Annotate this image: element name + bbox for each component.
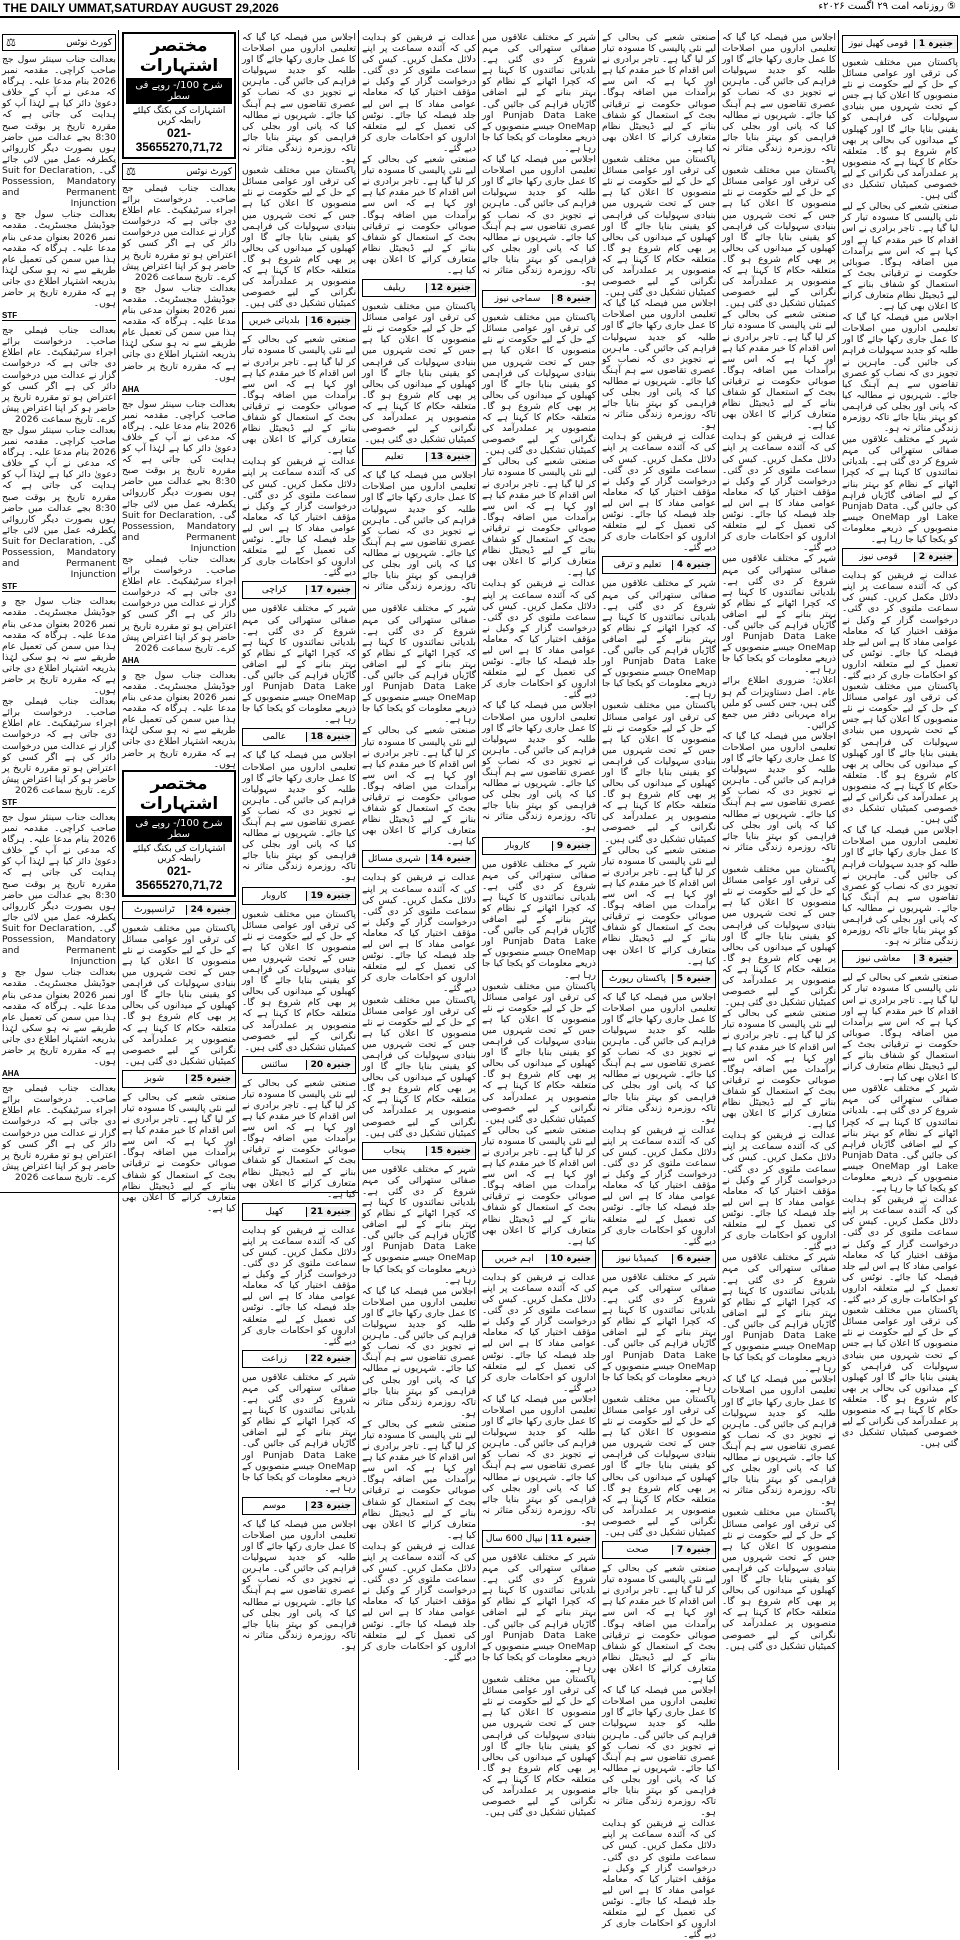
article-text: عدالت نے فریقین کو ہدایت کی کہ آئندہ سماعت پر اپنے دلائل مکمل کریں۔ کیس کی سماعت ملتوی کر دی گئی۔ درخواست گزار کے وکیل نے مؤقف اختیار کیا کہ معاملہ عوامی مفاد کا ہے اس لیے جلد فیصلہ کیا جائے۔ نوٹس کی تعمیل کے لیے متعلقہ اداروں کو احکامات جاری کر دیے گئے۔ (602, 1124, 716, 1247)
column-rule (598, 30, 599, 1770)
article-text: پاکستان میں مختلف شعبوں کی ترقی اور عوامی مسائل کے حل کے لیے حکومت نے نئے منصوبوں کا اعلان کیا ہے جس کے تحت شہروں میں بنیادی سہولیات کی فراہمی کو یقینی بنایا جائے گا اور کھیلوں کے میدانوں کی بحالی پر بھی کام شروع ہو گا۔ متعلقہ حکام کا کہنا ہے کہ منصوبوں پر عملدرآمد کی نگرانی کے لیے خصوصی کمیٹیاں تشکیل دی گئی ہیں۔ (842, 681, 958, 826)
article-text: عدالت نے فریقین کو ہدایت کی کہ آئندہ سماعت پر اپنے دلائل مکمل کریں۔ کیس کی سماعت ملتوی کر دی گئی۔ درخواست گزار کے وکیل نے مؤقف اختیار کیا کہ معاملہ عوامی مفاد کا ہے اس لیے جلد فیصلہ کیا جائے۔ نوٹس کی تعمیل کے لیے متعلقہ اداروں کو احکامات جاری کر دیے گئے۔ (242, 456, 356, 579)
section-number: جنیرہ 4 (672, 560, 715, 570)
article-text: صنعتی شعبے کی بحالی کے لیے نئی پالیسی کا مسودہ تیار کر لیا گیا ہے۔ تاجر برادری نے اس اقدام کا خیر مقدم کیا ہے اور کہا ہے کہ اس سے برآمدات میں اضافہ ہوگا۔ صوبائی حکومت نے ترقیاتی بجٹ کے استعمال کو شفاف بنانے کے لیے ڈیجیٹل نظام متعارف کرانے کا اعلان بھی کیا ہے۔ (362, 154, 476, 276)
section-header (242, 1056, 356, 1074)
article-text: اجلاس میں فیصلہ کیا گیا کہ تعلیمی اداروں میں اصلاحات کا عمل جاری رکھا جائے گا اور طلبہ کو جدید سہولیات فراہم کی جائیں گی۔ ماہرین نے تجویز دی کہ نصاب کو عصری تقاضوں سے ہم آہنگ کیا جائے۔ شہریوں نے مطالبہ کیا کہ پانی اور بجلی کی فراہمی کو بہتر بنایا جائے تاکہ روزمرہ زندگی متاثر نہ ہو۔ (602, 1685, 716, 1819)
article-text: اجلاس میں فیصلہ کیا گیا کہ تعلیمی اداروں میں اصلاحات کا عمل جاری رکھا جائے گا اور طلبہ کو جدید سہولیات فراہم کی جائیں گی۔ ماہرین نے تجویز دی کہ نصاب کو عصری تقاضوں سے ہم آہنگ کیا جائے۔ شہریوں نے مطالبہ کیا کہ پانی اور بجلی کی فراہمی کو بہتر بنایا جائے تاکہ روزمرہ زندگی متاثر نہ ہو۔ (482, 154, 596, 288)
notice-code: STF (2, 311, 116, 321)
classified-ads-note: اشتہارات کی بکنگ کیلئے رابطہ کریں (132, 843, 226, 864)
article-text: عدالت نے فریقین کو ہدایت کی کہ آئندہ سماعت پر اپنے دلائل مکمل کریں۔ کیس کی سماعت ملتوی کر دی گئی۔ درخواست گزار کے وکیل نے مؤقف اختیار کیا کہ معاملہ عوامی مفاد کا ہے اس لیے جلد فیصلہ کیا جائے۔ نوٹس کی تعمیل کے لیے متعلقہ اداروں کو احکامات جاری کر دیے گئے۔ (722, 1130, 836, 1253)
notice-code: AHA (122, 656, 236, 666)
section-number: جنیرہ 11 (546, 1534, 595, 1544)
section-number: جنیرہ 1 (914, 39, 957, 49)
article-text: صنعتی شعبے کی بحالی کے لیے نئی پالیسی کا مسودہ تیار کر لیا گیا ہے۔ تاجر برادری نے اس اقدام کا خیر مقدم کیا ہے اور کہا ہے کہ اس سے برآمدات میں اضافہ ہوگا۔ صوبائی حکومت نے ترقیاتی بجٹ کے استعمال کو شفاف بنانے کے لیے ڈیجیٹل نظام متعارف کرانے کا اعلان بھی کیا ہے۔ (482, 1124, 596, 1247)
article-text: اجلاس میں فیصلہ کیا گیا کہ تعلیمی اداروں میں اصلاحات کا عمل جاری رکھا جائے گا اور طلبہ کو جدید سہولیات فراہم کی جائیں گی۔ ماہرین نے تجویز دی کہ نصاب کو عصری تقاضوں سے ہم آہنگ کیا جائے۔ شہریوں نے مطالبہ کیا کہ پانی اور بجلی کی فراہمی کو بہتر بنایا جائے تاکہ روزمرہ زندگی متاثر نہ ہو۔ (722, 1374, 836, 1508)
article-text: شہر کے مختلف علاقوں میں صفائی ستھرائی کی مہم شروع کر دی گئی ہے۔ بلدیاتی نمائندوں کا کہنا ہے کہ کچرا اٹھانے کے نظام کو بہتر بنانے کے لیے اضافی گاڑیاں فراہم کی جائیں گی۔ Punjab Data Lake اور OneMap جیسے منصوبوں کے ذریعے معلومات کو یکجا کیا جا رہا ہے۔ (482, 858, 596, 981)
section-number: جنیرہ 17 (306, 585, 355, 595)
classified-ads-phone: 021-35655270,71,72 (135, 126, 223, 154)
masthead (0, 0, 960, 18)
section-number: جنیرہ 10 (546, 1254, 595, 1264)
section-number: جنیرہ 7 (672, 1545, 715, 1555)
section-header (482, 1530, 596, 1548)
section-number: جنیرہ 2 (914, 552, 957, 562)
article-text: عدالت نے فریقین کو ہدایت کی کہ آئندہ سماعت پر اپنے دلائل مکمل کریں۔ کیس کی سماعت ملتوی کر دی گئی۔ درخواست گزار کے وکیل نے مؤقف اختیار کیا کہ معاملہ عوامی مفاد کا ہے اس لیے جلد فیصلہ کیا جائے۔ نوٹس کی تعمیل کے لیے متعلقہ اداروں کو احکامات جاری کر دیے گئے۔ (362, 32, 476, 154)
article-text: صنعتی شعبے کی بحالی کے لیے نئی پالیسی کا مسودہ تیار کر لیا گیا ہے۔ تاجر برادری نے اس اقدام کا خیر مقدم کیا ہے اور کہا ہے کہ اس سے برآمدات میں اضافہ ہوگا۔ صوبائی حکومت نے ترقیاتی بجٹ کے استعمال کو شفاف بنانے کے لیے ڈیجیٹل نظام متعارف کرانے کا اعلان بھی کیا ہے۔ (122, 1091, 236, 1214)
column-2 (122, 32, 236, 1767)
section-number: جنیرہ 18 (306, 732, 355, 742)
article-text: صنعتی شعبے کی بحالی کے لیے نئی پالیسی کا مسودہ تیار کر لیا گیا ہے۔ تاجر برادری نے اس اقدام کا خیر مقدم کیا ہے اور کہا ہے کہ اس سے برآمدات میں اضافہ ہوگا۔ صوبائی حکومت نے ترقیاتی بجٹ کے استعمال کو شفاف بنانے کے لیے ڈیجیٹل نظام متعارف کرانے کا اعلان بھی کیا ہے۔ (482, 456, 596, 579)
article-text: صنعتی شعبے کی بحالی کے لیے نئی پالیسی کا مسودہ تیار کر لیا گیا ہے۔ تاجر برادری نے اس اقدام کا خیر مقدم کیا ہے اور کہا ہے کہ اس سے برآمدات میں اضافہ ہوگا۔ صوبائی حکومت نے ترقیاتی بجٹ کے استعمال کو شفاف بنانے کے لیے ڈیجیٹل نظام متعارف کرانے کا اعلان بھی کیا ہے۔ (362, 1418, 476, 1541)
article-text: پاکستان میں مختلف شعبوں کی ترقی اور عوامی مسائل کے حل کے لیے حکومت نے نئے منصوبوں کا اعلان کیا ہے جس کے تحت شہروں میں بنیادی سہولیات کی فراہمی کو یقینی بنایا جائے گا اور کھیلوں کے میدانوں کی بحالی پر بھی کام شروع ہو گا۔ متعلقہ حکام کا کہنا ہے کہ منصوبوں پر عملدرآمد کی نگرانی کے لیے خصوصی کمیٹیاں تشکیل دی گئی ہیں۔ (602, 700, 716, 845)
article-text: اعلان: ضروری اطلاع برائے عام۔ اصل دستاویزات گم ہو گئی ہیں، جس کسی کو ملیں براہ مہربانی دفتر میں جمع کرائیں۔ (722, 675, 836, 731)
notice-code: STF (2, 582, 116, 592)
section-number: جنیرہ 5 (672, 974, 715, 984)
section-header (482, 837, 596, 855)
court-notice-text: بعدالت جناب سینئر سول جج صاحب کراچی۔ مقدمہ نمبر 2026 بنام مدعا علیہ۔ ہرگاہ کہ مدعی نے آپ کے خلاف دعویٰ دائر کیا ہے لہٰذا آپ کو ہدایت کی جاتی ہے کہ مقررہ تاریخ پر بوقت صبح 8:30 بجے عدالت میں حاضر ہوں بصورت دیگر کارروائی یکطرفہ عمل میں لائی جائے گی۔ Suit for Declaration, Possession, Mandatory and Permanent Injunction (2, 425, 117, 581)
article-text: صنعتی شعبے کی بحالی کے لیے نئی پالیسی کا مسودہ تیار کر لیا گیا ہے۔ تاجر برادری نے اس اقدام کا خیر مقدم کیا ہے اور کہا ہے کہ اس سے برآمدات میں اضافہ ہوگا۔ صوبائی حکومت نے ترقیاتی بجٹ کے استعمال کو شفاف بنانے کے لیے ڈیجیٹل نظام متعارف کرانے کا اعلان بھی کیا ہے۔ (722, 1008, 836, 1131)
court-notice-text: بعدالت جناب فیملی جج صاحب۔ درخواست برائے اجراء سرٹیفکیٹ۔ عام اطلاع دی جاتی ہے کہ درخواست گزار نے عدالت میں درخواست دائر کی ہے اگر کسی کو اعتراض ہو تو مقررہ تاریخ پر حاضر ہو کر اپنا اعتراض پیش کرے۔ تاریخ سماعت 2026 (2, 1083, 116, 1183)
column-5 (482, 32, 596, 1819)
court-notice-text: بعدالت جناب سول جج و جوڈیشل مجسٹریٹ۔ مقدمہ نمبر 2026 بعنوان مدعی بنام مدعا علیہ۔ ہرگاہ کہ مقدمہ ہذا میں سمن کی تعمیل عام طریقے سے نہ ہو سکی لہٰذا بذریعہ اشتہار اطلاع دی جاتی ہے کہ مقررہ تاریخ پر حاضر ہوں۔ (122, 282, 236, 383)
article-text: شہر کے مختلف علاقوں میں صفائی ستھرائی کی مہم شروع کر دی گئی ہے۔ بلدیاتی نمائندوں کا کہنا ہے کہ کچرا اٹھانے کے نظام کو بہتر بنانے کے لیے اضافی گاڑیاں فراہم کی جائیں گی۔ Punjab Data Lake اور OneMap جیسے منصوبوں کے ذریعے معلومات کو یکجا کیا جا رہا ہے۔ (362, 1163, 476, 1286)
column-8 (842, 32, 958, 1767)
section-title: اہم خبریں (494, 1253, 534, 1264)
section-number: جنیرہ 12 (426, 283, 475, 293)
article-text: صنعتی شعبے کی بحالی کے لیے نئی پالیسی کا مسودہ تیار کر لیا گیا ہے۔ تاجر برادری نے اس اقدام کا خیر مقدم کیا ہے اور کہا ہے کہ اس سے برآمدات میں اضافہ ہوگا۔ صوبائی حکومت نے ترقیاتی بجٹ کے استعمال کو شفاف بنانے کے لیے ڈیجیٹل نظام متعارف کرانے کا اعلان بھی کیا ہے۔ (602, 844, 716, 967)
classified-ads-title: مختصر اشتہارات (139, 773, 219, 814)
article-text: شہر کے مختلف علاقوں میں صفائی ستھرائی کی مہم شروع کر دی گئی ہے۔ بلدیاتی نمائندوں کا کہنا ہے کہ کچرا اٹھانے کے نظام کو بہتر بنانے کے لیے اضافی گاڑیاں فراہم کی جائیں گی۔ Punjab Data Lake اور OneMap جیسے منصوبوں کے ذریعے معلومات کو یکجا کیا جا رہا ہے۔ (842, 1083, 958, 1195)
court-notice-text: بعدالت جناب فیملی جج صاحب۔ درخواست برائے اجراء سرٹیفکیٹ۔ عام اطلاع دی جاتی ہے کہ درخواست گزار نے عدالت میں درخواست دائر کی ہے اگر کسی کو اعتراض ہو تو مقررہ تاریخ پر حاضر ہو کر اپنا اعتراض پیش کرے۔ تاریخ سماعت 2026 (122, 183, 236, 283)
section-header (842, 950, 958, 968)
column-3 (242, 32, 356, 1767)
article-text: پاکستان میں مختلف شعبوں کی ترقی اور عوامی مسائل کے حل کے لیے حکومت نے نئے منصوبوں کا اعلان کیا ہے جس کے تحت شہروں میں بنیادی سہولیات کی فراہمی کو یقینی بنایا جائے گا اور کھیلوں کے میدانوں کی بحالی پر بھی کام شروع ہو گا۔ متعلقہ حکام کا کہنا ہے کہ منصوبوں پر عملدرآمد کی نگرانی کے لیے خصوصی کمیٹیاں تشکیل دی گئی ہیں۔ (362, 301, 476, 446)
article-text: اجلاس میں فیصلہ کیا گیا کہ تعلیمی اداروں میں اصلاحات کا عمل جاری رکھا جائے گا اور طلبہ کو جدید سہولیات فراہم کی جائیں گی۔ ماہرین نے تجویز دی کہ نصاب کو عصری تقاضوں سے ہم آہنگ کیا جائے۔ شہریوں نے مطالبہ کیا کہ پانی اور بجلی کی فراہمی کو بہتر بنایا جائے تاکہ روزمرہ زندگی متاثر نہ ہو۔ (482, 700, 596, 834)
section-title: ریلیف (383, 283, 406, 294)
section-number: جنیرہ 14 (426, 854, 475, 864)
article-text: عدالت نے فریقین کو ہدایت کی کہ آئندہ سماعت پر اپنے دلائل مکمل کریں۔ کیس کی سماعت ملتوی کر دی گئی۔ درخواست گزار کے وکیل نے مؤقف اختیار کیا کہ معاملہ عوامی مفاد کا ہے اس لیے جلد فیصلہ کیا جائے۔ نوٹس کی تعمیل کے لیے متعلقہ اداروں کو احکامات جاری کر دیے گئے۔ (482, 1271, 596, 1394)
section-title: سماجی نیوز (494, 294, 541, 305)
section-header (242, 728, 356, 746)
section-title: شہری مسائل (368, 854, 421, 865)
article-text: پاکستان میں مختلف شعبوں کی ترقی اور عوامی مسائل کے حل کے لیے حکومت نے نئے منصوبوں کا اعلان کیا ہے جس کے تحت شہروں میں بنیادی سہولیات کی فراہمی کو یقینی بنایا جائے گا اور کھیلوں کے میدانوں کی بحالی پر بھی کام شروع ہو گا۔ متعلقہ حکام کا کہنا ہے کہ منصوبوں پر عملدرآمد کی نگرانی کے لیے خصوصی کمیٹیاں تشکیل دی گئی ہیں۔ (842, 1305, 958, 1450)
notice-code: AHA (122, 385, 236, 395)
section-number: جنیرہ 19 (306, 891, 355, 901)
column-7 (722, 32, 836, 1767)
section-header (362, 850, 476, 868)
section-header (842, 35, 958, 53)
section-number: جنیرہ 16 (306, 316, 355, 326)
article-text: اجلاس میں فیصلہ کیا گیا کہ تعلیمی اداروں میں اصلاحات کا عمل جاری رکھا جائے گا اور طلبہ کو جدید سہولیات فراہم کی جائیں گی۔ ماہرین نے تجویز دی کہ نصاب کو عصری تقاضوں سے ہم آہنگ کیا جائے۔ شہریوں نے مطالبہ کیا کہ پانی اور بجلی کی فراہمی کو بہتر بنایا جائے تاکہ روزمرہ زندگی متاثر نہ ہو۔ (842, 825, 958, 948)
section-header (242, 1497, 356, 1515)
section-header (242, 312, 356, 330)
classified-ads-title: مختصر اشتہارات (139, 36, 219, 76)
section-title: سائنس (260, 1059, 288, 1070)
column-rule (718, 30, 719, 1770)
gavel-icon: ⚖ (126, 165, 136, 178)
article-text: پاکستان میں مختلف شعبوں کی ترقی اور عوامی مسائل کے حل کے لیے حکومت نے نئے منصوبوں کا اعلان کیا ہے جس کے تحت شہروں میں بنیادی سہولیات کی فراہمی کو یقینی بنایا جائے گا اور کھیلوں کے میدانوں کی بحالی پر بھی کام شروع ہو گا۔ متعلقہ حکام کا کہنا ہے کہ منصوبوں پر عملدرآمد کی نگرانی کے لیے خصوصی کمیٹیاں تشکیل دی گئی ہیں۔ (602, 1393, 716, 1538)
article-text: شہر کے مختلف علاقوں میں صفائی ستھرائی کی مہم شروع کر دی گئی ہے۔ بلدیاتی نمائندوں کا کہنا ہے کہ کچرا اٹھانے کے نظام کو بہتر بنانے کے لیے اضافی گاڑیاں فراہم کی جائیں گی۔ Punjab Data Lake اور OneMap جیسے منصوبوں کے ذریعے معلومات کو یکجا کیا جا رہا ہے۔ (242, 603, 356, 726)
article-text: پاکستان میں مختلف شعبوں کی ترقی اور عوامی مسائل کے حل کے لیے حکومت نے نئے منصوبوں کا اعلان کیا ہے جس کے تحت شہروں میں بنیادی سہولیات کی فراہمی کو یقینی بنایا جائے گا اور کھیلوں کے میدانوں کی بحالی پر بھی کام شروع ہو گا۔ متعلقہ حکام کا کہنا ہے کہ منصوبوں پر عملدرآمد کی نگرانی کے لیے خصوصی کمیٹیاں تشکیل دی گئی ہیں۔ (482, 1674, 596, 1819)
article-text: عدالت نے فریقین کو ہدایت کی کہ آئندہ سماعت پر اپنے دلائل مکمل کریں۔ کیس کی سماعت ملتوی کر دی گئی۔ درخواست گزار کے وکیل نے مؤقف اختیار کیا کہ معاملہ عوامی مفاد کا ہے اس لیے جلد فیصلہ کیا جائے۔ نوٹس کی تعمیل کے لیے متعلقہ اداروں کو احکامات جاری کر دیے گئے۔ (362, 872, 476, 995)
court-notice-header (122, 163, 236, 180)
column-rule (118, 30, 119, 1770)
article-text: صنعتی شعبے کی بحالی کے لیے نئی پالیسی کا مسودہ تیار کر لیا گیا ہے۔ تاجر برادری نے اس اقدام کا خیر مقدم کیا ہے اور کہا ہے کہ اس سے برآمدات میں اضافہ ہوگا۔ صوبائی حکومت نے ترقیاتی بجٹ کے استعمال کو شفاف بنانے کے لیے ڈیجیٹل نظام متعارف کرانے کا اعلان بھی کیا ہے۔ (242, 334, 356, 457)
section-header (122, 1070, 236, 1088)
column-1 (2, 32, 116, 1767)
section-header (242, 581, 356, 599)
court-notice-text: بعدالت جناب سینئر سول جج صاحب کراچی۔ مقدمہ نمبر 2026 بنام مدعا علیہ۔ ہرگاہ کہ مدعی نے آپ کے خلاف دعویٰ دائر کیا ہے لہٰذا آپ کو ہدایت کی جاتی ہے کہ مقررہ تاریخ پر بوقت صبح 8:30 بجے عدالت میں حاضر ہوں بصورت دیگر کارروائی یکطرفہ عمل میں لائی جائے گی۔ Suit for Declaration, Possession, Mandatory and Permanent Injunction (2, 812, 117, 968)
section-title: عالمی (262, 732, 287, 743)
section-title: صحت (626, 1545, 649, 1556)
section-title: زراعت (261, 1353, 288, 1364)
section-title: کھیل (265, 1206, 284, 1217)
section-number: جنیرہ 6 (672, 1254, 715, 1264)
article-text: پاکستان میں مختلف شعبوں کی ترقی اور عوامی مسائل کے حل کے لیے حکومت نے نئے منصوبوں کا اعلان کیا ہے جس کے تحت شہروں میں بنیادی سہولیات کی فراہمی کو یقینی بنایا جائے گا اور کھیلوں کے میدانوں کی بحالی پر بھی کام شروع ہو گا۔ متعلقہ حکام کا کہنا ہے کہ منصوبوں پر عملدرآمد کی نگرانی کے لیے خصوصی کمیٹیاں تشکیل دی گئی ہیں۔ (722, 165, 836, 310)
section-header (242, 887, 356, 905)
article-text: اجلاس میں فیصلہ کیا گیا کہ تعلیمی اداروں میں اصلاحات کا عمل جاری رکھا جائے گا اور طلبہ کو جدید سہولیات فراہم کی جائیں گی۔ ماہرین نے تجویز دی کہ نصاب کو عصری تقاضوں سے ہم آہنگ کیا جائے۔ شہریوں نے مطالبہ کیا کہ پانی اور بجلی کی فراہمی کو بہتر بنایا جائے تاکہ روزمرہ زندگی متاثر نہ ہو۔ (842, 312, 958, 435)
notice-code: STF (2, 798, 116, 808)
classified-ads-box (122, 32, 236, 159)
section-title: قومی کھیل نیوز (848, 39, 909, 49)
article-text: اجلاس میں فیصلہ کیا گیا کہ تعلیمی اداروں میں اصلاحات کا عمل جاری رکھا جائے گا اور طلبہ کو جدید سہولیات فراہم کی جائیں گی۔ ماہرین نے تجویز دی کہ نصاب کو عصری تقاضوں سے ہم آہنگ کیا جائے۔ شہریوں نے مطالبہ کیا کہ پانی اور بجلی کی فراہمی کو بہتر بنایا جائے تاکہ روزمرہ زندگی متاثر نہ ہو۔ (602, 298, 716, 432)
article-text: شہر کے مختلف علاقوں میں صفائی ستھرائی کی مہم شروع کر دی گئی ہے۔ بلدیاتی نمائندوں کا کہنا ہے کہ کچرا اٹھانے کے نظام کو بہتر بنانے کے لیے اضافی گاڑیاں فراہم کی جائیں گی۔ Punjab Data Lake اور OneMap جیسے منصوبوں کے ذریعے معلومات کو یکجا کیا جا رہا ہے۔ (362, 603, 476, 726)
section-number: جنیرہ 25 (186, 1074, 235, 1084)
article-text: صنعتی شعبے کی بحالی کے لیے نئی پالیسی کا مسودہ تیار کر لیا گیا ہے۔ تاجر برادری نے اس اقدام کا خیر مقدم کیا ہے اور کہا ہے کہ اس سے برآمدات میں اضافہ ہوگا۔ صوبائی حکومت نے ترقیاتی بجٹ کے استعمال کو شفاف بنانے کے لیے ڈیجیٹل نظام متعارف کرانے کا اعلان بھی کیا ہے۔ (842, 972, 958, 1084)
section-header (482, 1250, 596, 1268)
court-notice-label: کورٹ نوٹس (186, 166, 232, 177)
article-text: شہر کے مختلف علاقوں میں صفائی ستھرائی کی مہم شروع کر دی گئی ہے۔ بلدیاتی نمائندوں کا کہنا ہے کہ کچرا اٹھانے کے نظام کو بہتر بنانے کے لیے اضافی گاڑیاں فراہم کی جائیں گی۔ Punjab Data Lake اور OneMap جیسے منصوبوں کے ذریعے معلومات کو یکجا کیا جا رہا ہے۔ (602, 578, 716, 701)
article-text: پاکستان میں مختلف شعبوں کی ترقی اور عوامی مسائل کے حل کے لیے حکومت نے نئے منصوبوں کا اعلان کیا ہے جس کے تحت شہروں میں بنیادی سہولیات کی فراہمی کو یقینی بنایا جائے گا اور کھیلوں کے میدانوں کی بحالی پر بھی کام شروع ہو گا۔ متعلقہ حکام کا کہنا ہے کہ منصوبوں پر عملدرآمد کی نگرانی کے لیے خصوصی کمیٹیاں تشکیل دی گئی ہیں۔ (482, 312, 596, 457)
article-text: اجلاس میں فیصلہ کیا گیا کہ تعلیمی اداروں میں اصلاحات کا عمل جاری رکھا جائے گا اور طلبہ کو جدید سہولیات فراہم کی جائیں گی۔ ماہرین نے تجویز دی کہ نصاب کو عصری تقاضوں سے ہم آہنگ کیا جائے۔ شہریوں نے مطالبہ کیا کہ پانی اور بجلی کی فراہمی کو بہتر بنایا جائے تاکہ روزمرہ زندگی متاثر نہ ہو۔ (242, 32, 356, 166)
section-title: کراچی (261, 585, 287, 596)
article-text: پاکستان میں مختلف شعبوں کی ترقی اور عوامی مسائل کے حل کے لیے حکومت نے نئے منصوبوں کا اعلان کیا ہے جس کے تحت شہروں میں بنیادی سہولیات کی فراہمی کو یقینی بنایا جائے گا اور کھیلوں کے میدانوں کی بحالی پر بھی کام شروع ہو گا۔ متعلقہ حکام کا کہنا ہے کہ منصوبوں پر عملدرآمد کی نگرانی کے لیے خصوصی کمیٹیاں تشکیل دی گئی ہیں۔ (482, 980, 596, 1125)
column-4 (362, 32, 476, 1767)
section-header (362, 1142, 476, 1160)
article-text: پاکستان میں مختلف شعبوں کی ترقی اور عوامی مسائل کے حل کے لیے حکومت نے نئے منصوبوں کا اعلان کیا ہے جس کے تحت شہروں میں بنیادی سہولیات کی فراہمی کو یقینی بنایا جائے گا اور کھیلوں کے میدانوں کی بحالی پر بھی کام شروع ہو گا۔ متعلقہ حکام کا کہنا ہے کہ منصوبوں پر عملدرآمد کی نگرانی کے لیے خصوصی کمیٹیاں تشکیل دی گئی ہیں۔ (722, 1507, 836, 1652)
section-header (242, 1203, 356, 1221)
article-text: شہر کے مختلف علاقوں میں صفائی ستھرائی کی مہم شروع کر دی گئی ہے۔ بلدیاتی نمائندوں کا کہنا ہے کہ کچرا اٹھانے کے نظام کو بہتر بنانے کے لیے اضافی گاڑیاں فراہم کی جائیں گی۔ Punjab Data Lake اور OneMap جیسے منصوبوں کے ذریعے معلومات کو یکجا کیا جا رہا ہے۔ (482, 32, 596, 154)
section-title: تعلیم و ترقی (613, 560, 662, 571)
court-notice-label: کورٹ نوٹس (66, 37, 112, 48)
court-notice-text: بعدالت جناب فیملی جج صاحب۔ درخواست برائے اجراء سرٹیفکیٹ۔ عام اطلاع دی جاتی ہے کہ درخواست گزار نے عدالت میں درخواست دائر کی ہے اگر کسی کو اعتراض ہو تو مقررہ تاریخ پر حاضر ہو کر اپنا اعتراض پیش کرے۔ تاریخ سماعت 2026 (2, 325, 116, 425)
article-text: عدالت نے فریقین کو ہدایت کی کہ آئندہ سماعت پر اپنے دلائل مکمل کریں۔ کیس کی سماعت ملتوی کر دی گئی۔ درخواست گزار کے وکیل نے مؤقف اختیار کیا کہ معاملہ عوامی مفاد کا ہے اس لیے جلد فیصلہ کیا جائے۔ نوٹس کی تعمیل کے لیے متعلقہ اداروں کو احکامات جاری کر دیے گئے۔ (602, 431, 716, 554)
article-text: اجلاس میں فیصلہ کیا گیا کہ تعلیمی اداروں میں اصلاحات کا عمل جاری رکھا جائے گا اور طلبہ کو جدید سہولیات فراہم کی جائیں گی۔ ماہرین نے تجویز دی کہ نصاب کو عصری تقاضوں سے ہم آہنگ کیا جائے۔ شہریوں نے مطالبہ کیا کہ پانی اور بجلی کی فراہمی کو بہتر بنایا جائے تاکہ روزمرہ زندگی متاثر نہ ہو۔ (602, 991, 716, 1125)
classified-ads-box (122, 770, 236, 897)
article-text: صنعتی شعبے کی بحالی کے لیے نئی پالیسی کا مسودہ تیار کر لیا گیا ہے۔ تاجر برادری نے اس اقدام کا خیر مقدم کیا ہے اور کہا ہے کہ اس سے برآمدات میں اضافہ ہوگا۔ صوبائی حکومت نے ترقیاتی بجٹ کے استعمال کو شفاف بنانے کے لیے ڈیجیٹل نظام متعارف کرانے کا اعلان بھی کیا ہے۔ (242, 1077, 356, 1200)
article-text: شہر کے مختلف علاقوں میں صفائی ستھرائی کی مہم شروع کر دی گئی ہے۔ بلدیاتی نمائندوں کا کہنا ہے کہ کچرا اٹھانے کے نظام کو بہتر بنانے کے لیے اضافی گاڑیاں فراہم کی جائیں گی۔ Punjab Data Lake اور OneMap جیسے منصوبوں کے ذریعے معلومات کو یکجا کیا جا رہا ہے۔ (482, 1552, 596, 1674)
section-title: معاشی نیوز (856, 954, 901, 965)
classified-ads-rate: شرح 100/- روپے فی سطر (126, 816, 232, 842)
article-text: اجلاس میں فیصلہ کیا گیا کہ تعلیمی اداروں میں اصلاحات کا عمل جاری رکھا جائے گا اور طلبہ کو جدید سہولیات فراہم کی جائیں گی۔ ماہرین نے تجویز دی کہ نصاب کو عصری تقاضوں سے ہم آہنگ کیا جائے۔ شہریوں نے مطالبہ کیا کہ پانی اور بجلی کی فراہمی کو بہتر بنایا جائے تاکہ روزمرہ زندگی متاثر نہ ہو۔ (362, 1285, 476, 1419)
section-header (602, 1541, 716, 1559)
article-text: صنعتی شعبے کی بحالی کے لیے نئی پالیسی کا مسودہ تیار کر لیا گیا ہے۔ تاجر برادری نے اس اقدام کا خیر مقدم کیا ہے اور کہا ہے کہ اس سے برآمدات میں اضافہ ہوگا۔ صوبائی حکومت نے ترقیاتی بجٹ کے استعمال کو شفاف بنانے کے لیے ڈیجیٹل نظام متعارف کرانے کا اعلان بھی کیا ہے۔ (362, 725, 476, 848)
court-notice-text: بعدالت جناب سول جج و جوڈیشل مجسٹریٹ۔ مقدمہ نمبر 2026 بعنوان مدعی بنام مدعا علیہ۔ ہرگاہ کہ مقدمہ ہذا میں سمن کی تعمیل عام طریقے سے نہ ہو سکی لہٰذا بذریعہ اشتہار اطلاع دی جاتی ہے کہ مقررہ تاریخ پر حاضر ہوں۔ (2, 209, 116, 310)
section-number: جنیرہ 13 (426, 452, 475, 462)
column-6 (602, 32, 716, 1940)
article-text: پاکستان میں مختلف شعبوں کی ترقی اور عوامی مسائل کے حل کے لیے حکومت نے نئے منصوبوں کا اعلان کیا ہے جس کے تحت شہروں میں بنیادی سہولیات کی فراہمی کو یقینی بنایا جائے گا اور کھیلوں کے میدانوں کی بحالی پر بھی کام شروع ہو گا۔ متعلقہ حکام کا کہنا ہے کہ منصوبوں پر عملدرآمد کی نگرانی کے لیے خصوصی کمیٹیاں تشکیل دی گئی ہیں۔ (122, 922, 236, 1067)
court-notice-text: بعدالت جناب سول جج و جوڈیشل مجسٹریٹ۔ مقدمہ نمبر 2026 بعنوان مدعی بنام مدعا علیہ۔ ہرگاہ کہ مقدمہ ہذا میں سمن کی تعمیل عام طریقے سے نہ ہو سکی لہٰذا بذریعہ اشتہار اطلاع دی جاتی ہے کہ مقررہ تاریخ پر حاضر ہوں۔ (122, 669, 236, 770)
section-number: جنیرہ 3 (914, 954, 957, 964)
article-text: پاکستان میں مختلف شعبوں کی ترقی اور عوامی مسائل کے حل کے لیے حکومت نے نئے منصوبوں کا اعلان کیا ہے جس کے تحت شہروں میں بنیادی سہولیات کی فراہمی کو یقینی بنایا جائے گا اور کھیلوں کے میدانوں کی بحالی پر بھی کام شروع ہو گا۔ متعلقہ حکام کا کہنا ہے کہ منصوبوں پر عملدرآمد کی نگرانی کے لیے خصوصی کمیٹیاں تشکیل دی گئی ہیں۔ (242, 165, 356, 310)
article-text: اجلاس میں فیصلہ کیا گیا کہ تعلیمی اداروں میں اصلاحات کا عمل جاری رکھا جائے گا اور طلبہ کو جدید سہولیات فراہم کی جائیں گی۔ ماہرین نے تجویز دی کہ نصاب کو عصری تقاضوں سے ہم آہنگ کیا جائے۔ شہریوں نے مطالبہ کیا کہ پانی اور بجلی کی فراہمی کو بہتر بنایا جائے تاکہ روزمرہ زندگی متاثر نہ ہو۔ (242, 750, 356, 884)
section-title: پاکستان رپورٹ (609, 973, 666, 984)
article-text: صنعتی شعبے کی بحالی کے لیے نئی پالیسی کا مسودہ تیار کر لیا گیا ہے۔ تاجر برادری نے اس اقدام کا خیر مقدم کیا ہے اور کہا ہے کہ اس سے برآمدات میں اضافہ ہوگا۔ صوبائی حکومت نے ترقیاتی بجٹ کے استعمال کو شفاف بنانے کے لیے ڈیجیٹل نظام متعارف کرانے کا اعلان بھی کیا ہے۔ (602, 1563, 716, 1686)
article-text: پاکستان میں مختلف شعبوں کی ترقی اور عوامی مسائل کے حل کے لیے حکومت نے نئے منصوبوں کا اعلان کیا ہے جس کے تحت شہروں میں بنیادی سہولیات کی فراہمی کو یقینی بنایا جائے گا اور کھیلوں کے میدانوں کی بحالی پر بھی کام شروع ہو گا۔ متعلقہ حکام کا کہنا ہے کہ منصوبوں پر عملدرآمد کی نگرانی کے لیے خصوصی کمیٹیاں تشکیل دی گئی ہیں۔ (722, 864, 836, 1009)
court-notice-text: بعدالت جناب فیملی جج صاحب۔ درخواست برائے اجراء سرٹیفکیٹ۔ عام اطلاع دی جاتی ہے کہ درخواست گزار نے عدالت میں درخواست دائر کی ہے اگر کسی کو اعتراض ہو تو مقررہ تاریخ پر حاضر ہو کر اپنا اعتراض پیش کرے۔ تاریخ سماعت 2026 (2, 696, 116, 796)
court-notice-text: بعدالت جناب سول جج و جوڈیشل مجسٹریٹ۔ مقدمہ نمبر 2026 بعنوان مدعی بنام مدعا علیہ۔ ہرگاہ کہ مقدمہ ہذا میں سمن کی تعمیل عام طریقے سے نہ ہو سکی لہٰذا بذریعہ اشتہار اطلاع دی جاتی ہے کہ مقررہ تاریخ پر حاضر ہوں۔ (2, 596, 116, 697)
section-header (602, 970, 716, 988)
court-notice-text: بعدالت جناب سینئر سول جج صاحب کراچی۔ مقدمہ نمبر 2026 بنام مدعا علیہ۔ ہرگاہ کہ مدعی نے آپ کے خلاف دعویٰ دائر کیا ہے لہٰذا آپ کو ہدایت کی جاتی ہے کہ مقررہ تاریخ پر بوقت صبح 8:30 بجے عدالت میں حاضر ہوں بصورت دیگر کارروائی یکطرفہ عمل میں لائی جائے گی۔ Suit for Declaration, Possession, Mandatory and Permanent Injunction (2, 54, 117, 210)
section-number: جنیرہ 21 (306, 1207, 355, 1217)
section-number: جنیرہ 15 (426, 1146, 475, 1156)
article-text: شہر کے مختلف علاقوں میں صفائی ستھرائی کی مہم شروع کر دی گئی ہے۔ بلدیاتی نمائندوں کا کہنا ہے کہ کچرا اٹھانے کے نظام کو بہتر بنانے کے لیے اضافی گاڑیاں فراہم کی جائیں گی۔ Punjab Data Lake اور OneMap جیسے منصوبوں کے ذریعے معلومات کو یکجا کیا جا رہا ہے۔ (242, 1371, 356, 1494)
article-text: شہر کے مختلف علاقوں میں صفائی ستھرائی کی مہم شروع کر دی گئی ہے۔ بلدیاتی نمائندوں کا کہنا ہے کہ کچرا اٹھانے کے نظام کو بہتر بنانے کے لیے اضافی گاڑیاں فراہم کی جائیں گی۔ Punjab Data Lake اور OneMap جیسے منصوبوں کے ذریعے معلومات کو یکجا کیا جا رہا ہے۔ (722, 553, 836, 676)
classified-ads-note: اشتہارات کی بکنگ کیلئے رابطہ کریں (132, 106, 226, 126)
court-notice-header (2, 34, 116, 51)
article-text: شہر کے مختلف علاقوں میں صفائی ستھرائی کی مہم شروع کر دی گئی ہے۔ بلدیاتی نمائندوں کا کہنا ہے کہ کچرا اٹھانے کے نظام کو بہتر بنانے کے لیے اضافی گاڑیاں فراہم کی جائیں گی۔ Punjab Data Lake اور OneMap جیسے منصوبوں کے ذریعے معلومات کو یکجا کیا جا رہا ہے۔ (602, 1271, 716, 1394)
court-notice-text: بعدالت جناب سول جج و جوڈیشل مجسٹریٹ۔ مقدمہ نمبر 2026 بعنوان مدعی بنام مدعا علیہ۔ ہرگاہ کہ مقدمہ ہذا میں سمن کی تعمیل عام طریقے سے نہ ہو سکی لہٰذا بذریعہ اشتہار اطلاع دی جاتی ہے کہ مقررہ تاریخ پر حاضر ہوں۔ (2, 967, 116, 1068)
article-text: صنعتی شعبے کی بحالی کے لیے نئی پالیسی کا مسودہ تیار کر لیا گیا ہے۔ تاجر برادری نے اس اقدام کا خیر مقدم کیا ہے اور کہا ہے کہ اس سے برآمدات میں اضافہ ہوگا۔ صوبائی حکومت نے ترقیاتی بجٹ کے استعمال کو شفاف بنانے کے لیے ڈیجیٹل نظام متعارف کرانے کا اعلان بھی کیا ہے۔ (602, 32, 716, 154)
article-text: پاکستان میں مختلف شعبوں کی ترقی اور عوامی مسائل کے حل کے لیے حکومت نے نئے منصوبوں کا اعلان کیا ہے جس کے تحت شہروں میں بنیادی سہولیات کی فراہمی کو یقینی بنایا جائے گا اور کھیلوں کے میدانوں کی بحالی پر بھی کام شروع ہو گا۔ متعلقہ حکام کا کہنا ہے کہ منصوبوں پر عملدرآمد کی نگرانی کے لیے خصوصی کمیٹیاں تشکیل دی گئی ہیں۔ (602, 154, 716, 299)
notice-code: AHA (2, 1069, 116, 1079)
section-number: جنیرہ 23 (306, 1501, 355, 1511)
section-header (122, 901, 236, 919)
section-header (362, 279, 476, 297)
article-text: اجلاس میں فیصلہ کیا گیا کہ تعلیمی اداروں میں اصلاحات کا عمل جاری رکھا جائے گا اور طلبہ کو جدید سہولیات فراہم کی جائیں گی۔ ماہرین نے تجویز دی کہ نصاب کو عصری تقاضوں سے ہم آہنگ کیا جائے۔ شہریوں نے مطالبہ کیا کہ پانی اور بجلی کی فراہمی کو بہتر بنایا جائے تاکہ روزمرہ زندگی متاثر نہ ہو۔ (482, 1393, 596, 1527)
article-text: پاکستان میں مختلف شعبوں کی ترقی اور عوامی مسائل کے حل کے لیے حکومت نے نئے منصوبوں کا اعلان کیا ہے جس کے تحت شہروں میں بنیادی سہولیات کی فراہمی کو یقینی بنایا جائے گا اور کھیلوں کے میدانوں کی بحالی پر بھی کام شروع ہو گا۔ متعلقہ حکام کا کہنا ہے کہ منصوبوں پر عملدرآمد کی نگرانی کے لیے خصوصی کمیٹیاں تشکیل دی گئی ہیں۔ (362, 994, 476, 1139)
classified-ads-rate: شرح 100/- روپے فی سطر (126, 78, 232, 104)
article-text: صنعتی شعبے کی بحالی کے لیے نئی پالیسی کا مسودہ تیار کر لیا گیا ہے۔ تاجر برادری نے اس اقدام کا خیر مقدم کیا ہے اور کہا ہے کہ اس سے برآمدات میں اضافہ ہوگا۔ صوبائی حکومت نے ترقیاتی بجٹ کے استعمال کو شفاف بنانے کے لیے ڈیجیٹل نظام متعارف کرانے کا اعلان بھی کیا ہے۔ (842, 201, 958, 313)
section-title: کاروبار (504, 840, 531, 851)
article-text: اجلاس میں فیصلہ کیا گیا کہ تعلیمی اداروں میں اصلاحات کا عمل جاری رکھا جائے گا اور طلبہ کو جدید سہولیات فراہم کی جائیں گی۔ ماہرین نے تجویز دی کہ نصاب کو عصری تقاضوں سے ہم آہنگ کیا جائے۔ شہریوں نے مطالبہ کیا کہ پانی اور بجلی کی فراہمی کو بہتر بنایا جائے تاکہ روزمرہ زندگی متاثر نہ ہو۔ (722, 730, 836, 864)
section-number: جنیرہ 9 (552, 841, 595, 851)
section-header (602, 556, 716, 574)
column-rule (478, 30, 479, 1770)
article-text: عدالت نے فریقین کو ہدایت کی کہ آئندہ سماعت پر اپنے دلائل مکمل کریں۔ کیس کی سماعت ملتوی کر دی گئی۔ درخواست گزار کے وکیل نے مؤقف اختیار کیا کہ معاملہ عوامی مفاد کا ہے اس لیے جلد فیصلہ کیا جائے۔ نوٹس کی تعمیل کے لیے متعلقہ اداروں کو احکامات جاری کر دیے گئے۔ (482, 578, 596, 701)
article-text: شہر کے مختلف علاقوں میں صفائی ستھرائی کی مہم شروع کر دی گئی ہے۔ بلدیاتی نمائندوں کا کہنا ہے کہ کچرا اٹھانے کے نظام کو بہتر بنانے کے لیے اضافی گاڑیاں فراہم کی جائیں گی۔ Punjab Data Lake اور OneMap جیسے منصوبوں کے ذریعے معلومات کو یکجا کیا جا رہا ہے۔ (842, 434, 958, 546)
section-title: کاروبار (261, 890, 287, 901)
article-text: اجلاس میں فیصلہ کیا گیا کہ تعلیمی اداروں میں اصلاحات کا عمل جاری رکھا جائے گا اور طلبہ کو جدید سہولیات فراہم کی جائیں گی۔ ماہرین نے تجویز دی کہ نصاب کو عصری تقاضوں سے ہم آہنگ کیا جائے۔ شہریوں نے مطالبہ کیا کہ پانی اور بجلی کی فراہمی کو بہتر بنایا جائے تاکہ روزمرہ زندگی متاثر نہ ہو۔ (722, 32, 836, 166)
article-text: عدالت نے فریقین کو ہدایت کی کہ آئندہ سماعت پر اپنے دلائل مکمل کریں۔ کیس کی سماعت ملتوی کر دی گئی۔ درخواست گزار کے وکیل نے مؤقف اختیار کیا کہ معاملہ عوامی مفاد کا ہے اس لیے جلد فیصلہ کیا جائے۔ نوٹس کی تعمیل کے لیے متعلقہ اداروں کو احکامات جاری کر دیے گئے۔ (362, 1540, 476, 1663)
article-text: عدالت نے فریقین کو ہدایت کی کہ آئندہ سماعت پر اپنے دلائل مکمل کریں۔ کیس کی سماعت ملتوی کر دی گئی۔ درخواست گزار کے وکیل نے مؤقف اختیار کیا کہ معاملہ عوامی مفاد کا ہے اس لیے جلد فیصلہ کیا جائے۔ نوٹس کی تعمیل کے لیے متعلقہ اداروں کو احکامات جاری کر دیے گئے۔ (722, 431, 836, 554)
section-header (842, 548, 958, 566)
section-number: جنیرہ 8 (552, 294, 595, 304)
column-rule (838, 30, 839, 1770)
masthead-urdu-title: ⑤ روزنامہ امت ۲۹ اگست ۲۰۲۶ء (818, 1, 956, 12)
section-title: قومی نیوز (859, 552, 898, 563)
section-number: جنیرہ 20 (306, 1060, 355, 1070)
article-text: عدالت نے فریقین کو ہدایت کی کہ آئندہ سماعت پر اپنے دلائل مکمل کریں۔ کیس کی سماعت ملتوی کر دی گئی۔ درخواست گزار کے وکیل نے مؤقف اختیار کیا کہ معاملہ عوامی مفاد کا ہے اس لیے جلد فیصلہ کیا جائے۔ نوٹس کی تعمیل کے لیے متعلقہ اداروں کو احکامات جاری کر دیے گئے۔ (842, 570, 958, 681)
section-title: شوبز (144, 1073, 165, 1084)
article-text: عدالت نے فریقین کو ہدایت کی کہ آئندہ سماعت پر اپنے دلائل مکمل کریں۔ کیس کی سماعت ملتوی کر دی گئی۔ درخواست گزار کے وکیل نے مؤقف اختیار کیا کہ معاملہ عوامی مفاد کا ہے اس لیے جلد فیصلہ کیا جائے۔ نوٹس کی تعمیل کے لیے متعلقہ اداروں کو احکامات جاری کر دیے گئے۔ (842, 1194, 958, 1306)
section-title: نیپال 600 سال (485, 1534, 543, 1544)
section-title: ٹرانسپورٹ (133, 904, 175, 915)
section-header (482, 290, 596, 308)
article-text: اجلاس میں فیصلہ کیا گیا کہ تعلیمی اداروں میں اصلاحات کا عمل جاری رکھا جائے گا اور طلبہ کو جدید سہولیات فراہم کی جائیں گی۔ ماہرین نے تجویز دی کہ نصاب کو عصری تقاضوں سے ہم آہنگ کیا جائے۔ شہریوں نے مطالبہ کیا کہ پانی اور بجلی کی فراہمی کو بہتر بنایا جائے تاکہ روزمرہ زندگی متاثر نہ ہو۔ (362, 470, 476, 604)
section-title: تعلیم (385, 452, 404, 463)
article-text: صنعتی شعبے کی بحالی کے لیے نئی پالیسی کا مسودہ تیار کر لیا گیا ہے۔ تاجر برادری نے اس اقدام کا خیر مقدم کیا ہے اور کہا ہے کہ اس سے برآمدات میں اضافہ ہوگا۔ صوبائی حکومت نے ترقیاتی بجٹ کے استعمال کو شفاف بنانے کے لیے ڈیجیٹل نظام متعارف کرانے کا اعلان بھی کیا ہے۔ (722, 309, 836, 432)
court-notice-text: بعدالت جناب فیملی جج صاحب۔ درخواست برائے اجراء سرٹیفکیٹ۔ عام اطلاع دی جاتی ہے کہ درخواست گزار نے عدالت میں درخواست دائر کی ہے اگر کسی کو اعتراض ہو تو مقررہ تاریخ پر حاضر ہو کر اپنا اعتراض پیش کرے۔ تاریخ سماعت 2026 (122, 554, 236, 654)
section-title: کیمیڈیا نیوز (616, 1253, 659, 1264)
column-rule (358, 30, 359, 1770)
section-number: جنیرہ 24 (186, 905, 235, 915)
article-text: شہر کے مختلف علاقوں میں صفائی ستھرائی کی مہم شروع کر دی گئی ہے۔ بلدیاتی نمائندوں کا کہنا ہے کہ کچرا اٹھانے کے نظام کو بہتر بنانے کے لیے اضافی گاڑیاں فراہم کی جائیں گی۔ Punjab Data Lake اور OneMap جیسے منصوبوں کے ذریعے معلومات کو یکجا کیا جا رہا ہے۔ (722, 1252, 836, 1375)
article-text: اجلاس میں فیصلہ کیا گیا کہ تعلیمی اداروں میں اصلاحات کا عمل جاری رکھا جائے گا اور طلبہ کو جدید سہولیات فراہم کی جائیں گی۔ ماہرین نے تجویز دی کہ نصاب کو عصری تقاضوں سے ہم آہنگ کیا جائے۔ شہریوں نے مطالبہ کیا کہ پانی اور بجلی کی فراہمی کو بہتر بنایا جائے تاکہ روزمرہ زندگی متاثر نہ ہو۔ (242, 1518, 356, 1652)
masthead-english-title: THE DAILY UMMAT,SATURDAY AUGUST 29,2026 (3, 1, 279, 15)
article-text: عدالت نے فریقین کو ہدایت کی کہ آئندہ سماعت پر اپنے دلائل مکمل کریں۔ کیس کی سماعت ملتوی کر دی گئی۔ درخواست گزار کے وکیل نے مؤقف اختیار کیا کہ معاملہ عوامی مفاد کا ہے اس لیے جلد فیصلہ کیا جائے۔ نوٹس کی تعمیل کے لیے متعلقہ اداروں کو احکامات جاری کر دیے گئے۔ (242, 1224, 356, 1347)
section-header (362, 448, 476, 466)
section-header (242, 1350, 356, 1368)
classified-ads-phone: 021-35655270,71,72 (135, 863, 223, 892)
gavel-icon: ⚖ (6, 36, 16, 49)
article-text: پاکستان میں مختلف شعبوں کی ترقی اور عوامی مسائل کے حل کے لیے حکومت نے نئے منصوبوں کا اعلان کیا ہے جس کے تحت شہروں میں بنیادی سہولیات کی فراہمی کو یقینی بنایا جائے گا اور کھیلوں کے میدانوں کی بحالی پر بھی کام شروع ہو گا۔ متعلقہ حکام کا کہنا ہے کہ منصوبوں پر عملدرآمد کی نگرانی کے لیے خصوصی کمیٹیاں تشکیل دی گئی ہیں۔ (842, 57, 958, 202)
article-text: عدالت نے فریقین کو ہدایت کی کہ آئندہ سماعت پر اپنے دلائل مکمل کریں۔ کیس کی سماعت ملتوی کر دی گئی۔ درخواست گزار کے وکیل نے مؤقف اختیار کیا کہ معاملہ عوامی مفاد کا ہے اس لیے جلد فیصلہ کیا جائے۔ نوٹس کی تعمیل کے لیے متعلقہ اداروں کو احکامات جاری کر دیے گئے۔ (602, 1818, 716, 1940)
court-notice-text: بعدالت جناب سینئر سول جج صاحب کراچی۔ مقدمہ نمبر 2026 بنام مدعا علیہ۔ ہرگاہ کہ مدعی نے آپ کے خلاف دعویٰ دائر کیا ہے لہٰذا آپ کو ہدایت کی جاتی ہے کہ مقررہ تاریخ پر بوقت صبح 8:30 بجے عدالت میں حاضر ہوں بصورت دیگر کارروائی یکطرفہ عمل میں لائی جائے گی۔ Suit for Declaration, Possession, Mandatory and Permanent Injunction (122, 398, 237, 554)
section-title: پنجاب (383, 1145, 406, 1156)
column-rule (238, 30, 239, 1770)
section-title: موسم (262, 1500, 286, 1511)
section-number: جنیرہ 22 (306, 1354, 355, 1364)
section-title: بلدیاتی خبریں (248, 316, 300, 327)
section-header (602, 1250, 716, 1268)
article-text: پاکستان میں مختلف شعبوں کی ترقی اور عوامی مسائل کے حل کے لیے حکومت نے نئے منصوبوں کا اعلان کیا ہے جس کے تحت شہروں میں بنیادی سہولیات کی فراہمی کو یقینی بنایا جائے گا اور کھیلوں کے میدانوں کی بحالی پر بھی کام شروع ہو گا۔ متعلقہ حکام کا کہنا ہے کہ منصوبوں پر عملدرآمد کی نگرانی کے لیے خصوصی کمیٹیاں تشکیل دی گئی ہیں۔ (242, 908, 356, 1053)
